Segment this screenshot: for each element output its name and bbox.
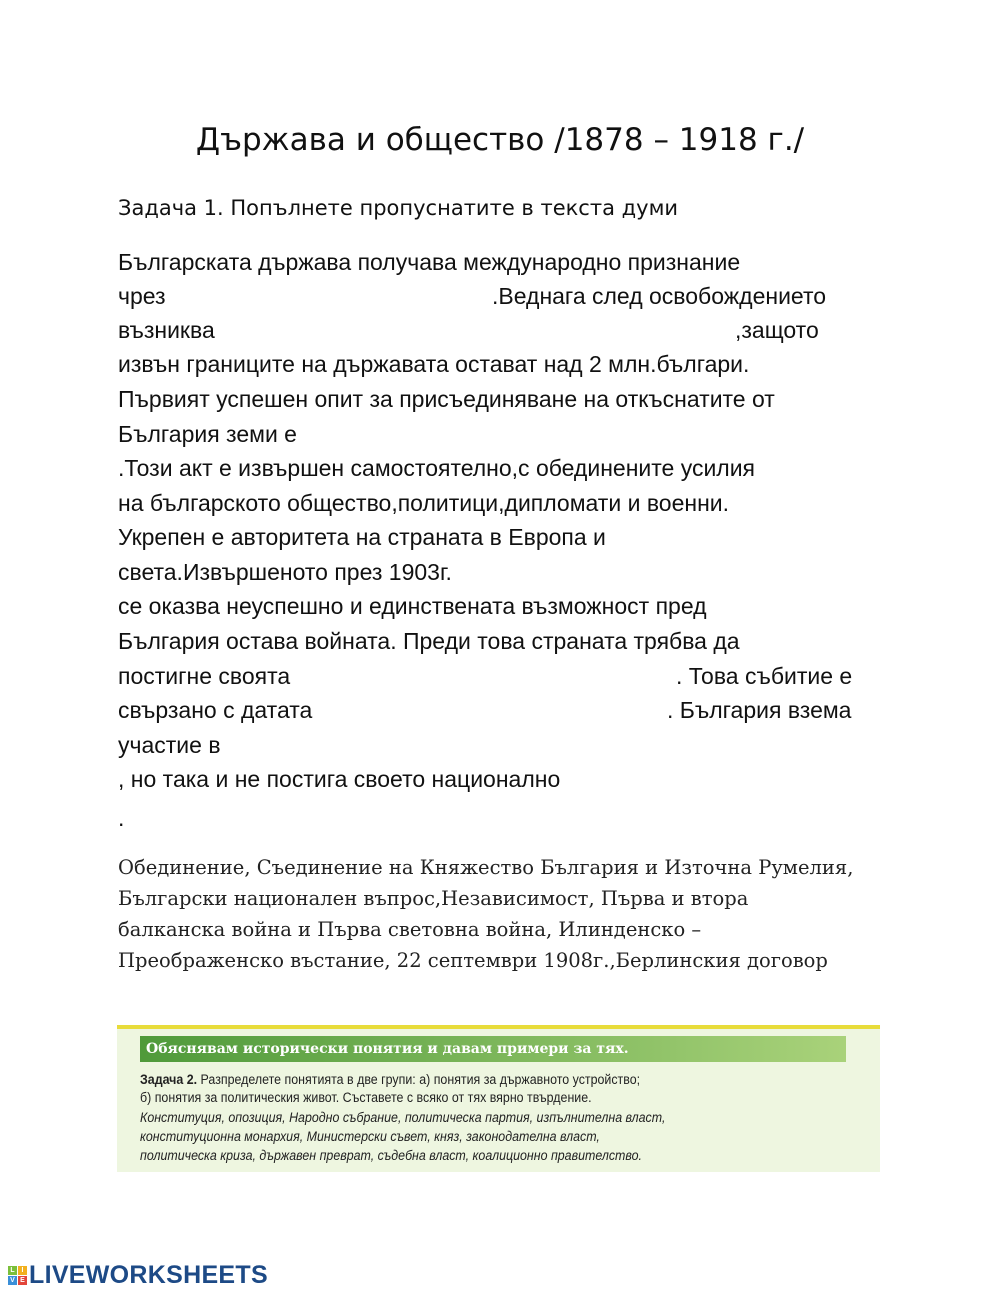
task2-text: б) понятия за политическия живот. Съставете с всяко от тях вярно твърдение. [140, 1090, 592, 1105]
text-line: ,защото [735, 317, 819, 343]
text-line: , но така и не постига своето национално [118, 766, 561, 792]
task2-text: Разпределете понятията в две групи: а) понятия за държавното устройство; [197, 1072, 641, 1087]
logo-letter: L [8, 1266, 17, 1275]
text-line: на българското общество,политици,дипломати и военни. [118, 490, 730, 516]
blank-input-5[interactable] [320, 662, 674, 692]
logo-icon [8, 1266, 27, 1285]
text-line: .Веднага след освобождението [492, 283, 827, 309]
text-line: . България взема [667, 697, 852, 723]
task1-heading: Задача 1. Попълнете пропуснатите в текста думи [118, 196, 679, 220]
blank-input-1[interactable] [180, 282, 494, 312]
text-line: България земи е [118, 421, 297, 447]
text-line: извън границите на държавата остават над 2 млн.българи. [118, 351, 750, 377]
task2-banner: Обяснявам исторически понятия и давам примери за тях. [140, 1036, 846, 1062]
text-line: се оказва неуспешно и единствената възможност пред [118, 593, 707, 619]
task2-terms: Конституция, опозиция, Народно събрание, политическа партия, изпълнителна власт, [140, 1110, 666, 1125]
logo-letter: V [8, 1276, 17, 1285]
word-bank: Обединение, Съединение на Княжество България и Източна Румелия, Български национален въпрос,Независимост, Първа и втора балканска война и Първа световна война, Илинденско – Преображенско въстание, 22 септември 1908г.,Берлинския договор [118, 856, 854, 972]
logo-text: LIVEWORKSHEETS [29, 1261, 268, 1289]
text-line: България остава войната. Преди това страната трябва да [118, 628, 740, 654]
blank-input-8[interactable] [625, 765, 874, 795]
text-line: Българската държава получава международно признание [118, 249, 741, 275]
text-line: участие в [118, 732, 221, 758]
blank-input-7[interactable] [240, 731, 874, 761]
text-line: света.Извършеното през 1903г. [118, 559, 452, 585]
text-line: Първият успешен опит за присъединяване на откъснатите от [118, 386, 775, 412]
task2-terms: политическа криза, държавен преврат, съдебна власт, коалиционно правителство. [140, 1148, 642, 1163]
logo-letter: I [18, 1266, 27, 1275]
page-title: Държава и общество /1878 – 1918 г./ [195, 122, 805, 158]
task2-box [117, 1025, 880, 1172]
blank-input-3[interactable] [310, 420, 874, 450]
task2-terms: конституционна монархия, Министерски съвет, княз, законодателна власт, [140, 1129, 600, 1144]
task2-label: Задача 2. [140, 1072, 198, 1087]
logo-letter: E [18, 1276, 27, 1285]
blank-input-6[interactable] [345, 696, 664, 726]
text-line: постигне своята [118, 663, 291, 689]
blank-input-4[interactable] [375, 558, 874, 588]
text-line: възниква [118, 317, 215, 343]
text-line: чрез [118, 283, 166, 309]
liveworksheets-logo [8, 1261, 268, 1290]
text-line: . Това събитие е [676, 663, 853, 689]
text-line: свързано с датата [118, 697, 313, 723]
text-line: Укрепен е авторитета на страната в Европа и [118, 524, 606, 550]
blank-input-2[interactable] [232, 316, 736, 346]
text-line: . [118, 805, 125, 831]
text-line: .Този акт е извършен самостоятелно,с обединените усилия [118, 455, 756, 481]
